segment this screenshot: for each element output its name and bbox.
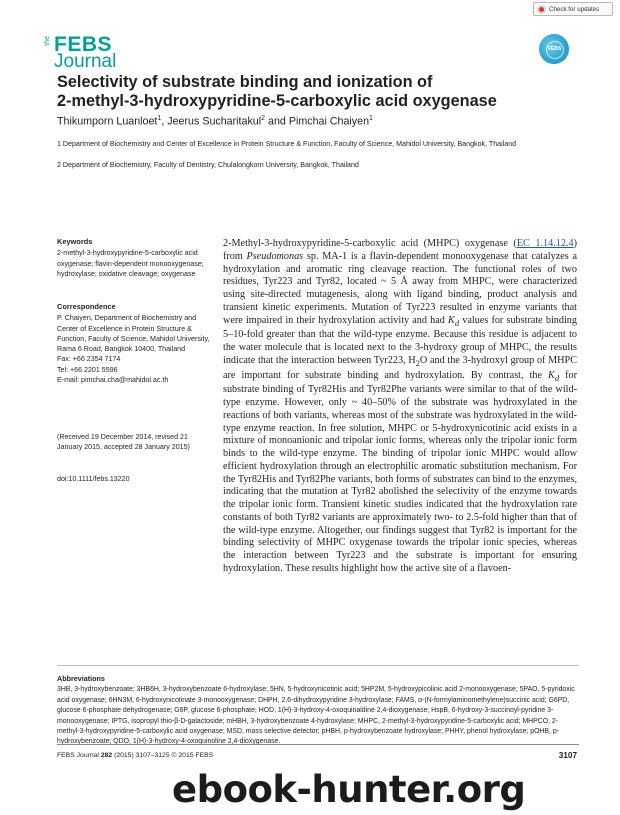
abstract-text: values for substrate binding 5–10-fold greater than that the wild-type enzyme. Because this residue is adjacent to the water molecule that is located next to the 3-hydroxy group of MHPC, the results indicate that the interaction between Tyr223, H (223, 314, 577, 366)
correspondence-heading: Correspondence (57, 302, 116, 311)
h2o-subscript: 2 (415, 357, 420, 368)
footer-divider (57, 744, 579, 745)
author-affiliation-mark: 2 (261, 115, 266, 122)
keywords-heading: Keywords (57, 237, 93, 246)
article-title (57, 73, 577, 111)
abbreviations-text: 3HB, 3-hydroxybenzoate; 3HB6H, 3-hydroxybenzoate 6-hydroxylase; 5HN, 5-hydroxynicotinic acid; 5HP2M, 5-hydroxypicolinic acid 2-monooxygenase; 5PAO, 5-pyridoxic acid oxygenase; 6HN3M, 6-hydroxynicotinate 3-monooxygenase; DHPH, 2,6-dihydroxypyridine 3-hydroxylase; FAMS, α-(N-formylaminomethylene)succinic acid; G6PD, glucose 6-phosphate dehydrogenase; G6P, glucose 6-phosphate; HOD, 1(H)-3-hydroxy-4-oxoquinaldine 2,4-dioxygenase; HspB, 6-hydroxy-3-succinoyl-pyridine 3-monooxygenase; IPTG, isopropyl thio-β-D-galactoside; mHBH, 3-hydroxybenzoate 4-hydroxylase; MHPC, 2-methyl-3-hydroxypyridine-5-carboxylic acid; MHPCO, 2-methyl-3-hydroxypyridine-5-carboxylic acid oxygenase; MSD, mass selective detector; pHBH, p-hydroxybenzoate hydroxylase; PHHY, phenol hydroxylase; pOHB, p-hydroxybenzoate; QDO, 1(H)-3-hydroxy-4-oxoquinoline 2,4-dioxygenase. (57, 686, 575, 746)
footer-rest: (2015) 3107–3125 © 2015 FEBS (114, 752, 214, 759)
author-list: Thikumporn Luanloet$^1$, Jeerus Sucharitakul$^2$ and Pimchai Chaiyen$^1$ (57, 115, 373, 128)
footer-journal: FEBS Journal (57, 752, 99, 759)
author-affiliation-mark: 1 (369, 115, 373, 122)
kd-subscript: d (454, 317, 460, 328)
check-for-updates-label: Check for updates (549, 5, 600, 13)
keywords-block (57, 237, 212, 279)
correspondence-address: P. Chaiyen, Department of Biochemistry and Center of Excellence in Protein Structure & Function, Faculty of Science, Mahidol University, Rama 6 Road, Bangkok 10400, Thailand (57, 314, 210, 354)
abstract (223, 238, 577, 648)
kd-subscript: d (554, 372, 560, 383)
crossmark-icon (537, 5, 546, 14)
logo-febs: FEBS (54, 33, 113, 56)
received-dates: (Received 19 December 2014, revised 21 January 2015, accepted 28 January 2015) (57, 433, 190, 452)
abbreviations-block (57, 674, 579, 748)
watermark: ebook-hunter.org (172, 768, 526, 811)
correspondence-fax: Fax: +66 2354 7174 (57, 355, 121, 364)
check-for-updates-button[interactable] (533, 2, 613, 16)
author-name: Jeerus Sucharitakul (167, 115, 262, 128)
affiliation-1: 1 Department of Biochemistry and Center of Excellence in Protein Structure & Function, Faculty of Science, Mahidol University, Bangkok, Thailand (57, 140, 517, 148)
page-number: 3107 (558, 751, 577, 760)
divider (57, 665, 579, 666)
author-name: Pimchai Chaiyen (288, 115, 370, 128)
abstract-text: ) from (223, 238, 577, 262)
abstract-text: O and the 3-hydroxyl group of MHPC are important for substrate binding and hydroxylation. By contrast, the (223, 354, 577, 381)
footer-volume: 282 (100, 752, 113, 759)
title-line-2: 2-methyl-3-hydroxypyridine-5-carboxylic acid oxygenase (57, 92, 497, 110)
logo-the: the (44, 36, 51, 46)
title-line-1: Selectivity of substrate binding and ionization of (57, 73, 433, 91)
abbreviations-heading: Abbreviations (57, 674, 105, 683)
abstract-text: 2-Methyl-3-hydroxypyridine-5-carboxylic acid (MHPC) oxygenase ( (223, 238, 517, 249)
author-name: Thikumporn Luanloet (57, 115, 158, 128)
correspondence-email: E-mail: pimchai.cha@mahidol.ac.th (57, 376, 169, 385)
doi[interactable]: doi:10.1111/febs.13220 (57, 475, 130, 483)
species-name: Pseudomonas (246, 250, 304, 262)
affiliation-2: 2 Department of Biochemistry, Faculty of Dentistry, Chulalongkorn University, Bangkok, Thailand (57, 161, 359, 169)
keywords-text: 2-methyl-3-hydroxypyridine-5-carboxylic acid oxygenase; flavin-dependent monooxygenase; hydroxylase; oxidative cleavage; oxygenase (57, 249, 204, 278)
abstract-text: sp. MA-1 is a flavin-dependent monooxygenase that catalyzes a hydroxylation and aromatic ring cleavage reaction. The functional roles of two residues, Tyr223 and Tyr82, located ~ 5 Å away from MHPC, were characterized using site-directed mutagenesis, along with ligand binding, product analysis and transient kinetic experiments. Mutation of Tyr223 resulted in enzyme variants that were impaired in their hydroxylation activity and had (223, 250, 577, 326)
correspondence-block (57, 302, 212, 385)
seal-text: FEBS (548, 46, 562, 52)
footer-citation (57, 752, 213, 759)
kd-symbol: K (448, 314, 455, 326)
kd-symbol: K (548, 369, 555, 381)
ec-number-link[interactable]: EC 1.14.12.4 (516, 238, 574, 249)
febs-seal-icon (539, 34, 569, 64)
author-affiliation-mark: 1 (157, 115, 162, 122)
logo-journal: Journal (54, 51, 117, 72)
correspondence-tel: Tel: +66 2201 5596 (57, 365, 118, 374)
abstract-text: for substrate binding of Tyr82His and Tyr82Phe variants were similar to that of the wild-type enzyme. However, only ~ 40–50% of the substrate was hydroxylated in the reactions of both variants, whereas most of the substrate was hydroxylated in the wild-type enzyme reaction. In free solution, MHPC or 5-hydroxynicotinic acid exists in a mixture of monoanionic and tripolar ionic forms, whereas only the tripolar ionic form binds to the wild-type enzyme. The binding of tripolar ionic MHPC would allow efficient hydroxylation through an electrophilic aromatic substitution mechanism. For the Tyr82His and Tyr82Phe variants, both forms of substrates can bind to the enzymes, indicating that the mutation at Tyr82 abolished the selectivity of the enzyme towards the tripolar ionic form. Transient kinetic studies indicated that the hydroxylation rate constants of both Tyr82 variants are approximately two- to 2.5-fold higher than that of the wild-type enzyme. Altogether, our findings suggest that Tyr82 is important for the binding selectivity of MHPC oxygenase towards the tripolar ionic species, whereas the interaction between Tyr223 and the substrate is important for ensuring hydroxylation. These results highlight how the active site of a flavoen- (223, 369, 577, 574)
